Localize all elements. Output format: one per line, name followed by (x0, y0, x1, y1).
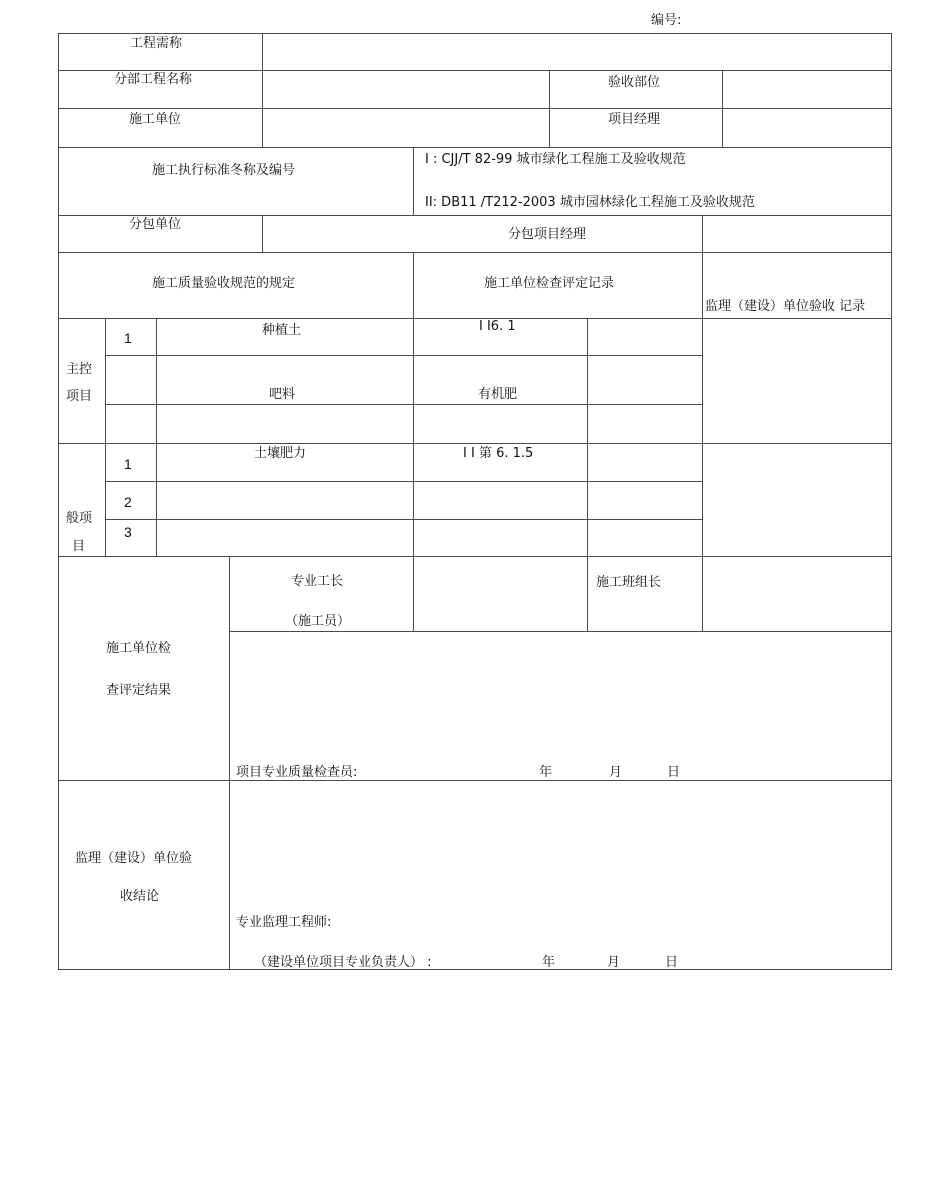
date-month-label: 月 (609, 765, 623, 780)
date-month-label: 月 (607, 955, 621, 970)
owner-representative-label: （建设单位项目专业负责人） : (254, 955, 432, 970)
general-item-number: 3 (124, 524, 132, 540)
spec-header: 施工质量验收规范的规定 (152, 276, 296, 291)
project-name-label: 工程需称 (130, 36, 183, 51)
date-day-label: 日 (667, 765, 681, 780)
subcontractor-label: 分包单位 (129, 217, 182, 232)
standard-2-text: II: DB11 /T212-2003 城市园林绿化工程施工及验收规范 (425, 195, 755, 210)
main-item-reference: 有机肥 (478, 387, 518, 402)
general-item-number: 1 (124, 456, 132, 472)
supervision-engineer-label: 专业监理工程师: (236, 915, 332, 930)
sub-project-manager-label: 分包项目经理 (508, 227, 587, 242)
project-manager-label: 项目经理 (608, 112, 661, 127)
general-item-reference: I I 第 6. 1.5 (463, 446, 534, 461)
main-item-name: 吧料 (269, 387, 296, 402)
supervision-conclusion-label: 监理（建设）单位验 (75, 851, 193, 866)
supervision-record-header: 监理（建设）单位验收 记录 (705, 299, 866, 314)
acceptance-part-label: 验收部位 (608, 75, 661, 90)
sub-project-name-label: 分部工程名称 (114, 72, 193, 87)
general-item-name: 土壤肥力 (254, 446, 307, 461)
check-record-header: 施工单位检查评定记录 (484, 276, 615, 291)
foreman-sub-label: （施工员） (285, 614, 351, 629)
date-year-label: 年 (539, 765, 553, 780)
main-items-group-label: 主控 (66, 362, 93, 377)
main-item-name: 种植土 (262, 323, 302, 338)
team-leader-label: 施工班组长 (596, 575, 662, 590)
standard-1-text: I : CJJ/T 82-99 城市绿化工程施工及验收规范 (425, 152, 686, 167)
result-label: 施工单位检 (106, 641, 172, 656)
general-items-group-label: 般项 (66, 511, 93, 526)
construction-unit-label: 施工单位 (129, 112, 182, 127)
standard-label: 施工执行标准冬称及编号 (152, 163, 296, 178)
general-items-group-label: 目 (72, 539, 86, 554)
date-year-label: 年 (542, 955, 556, 970)
main-item-number: 1 (124, 330, 132, 346)
form-number-label: 编号: (651, 13, 682, 28)
quality-inspector-label: 项目专业质量检查员: (236, 765, 358, 780)
main-item-reference: I I6. 1 (479, 319, 516, 334)
date-day-label: 日 (665, 955, 679, 970)
general-item-number: 2 (124, 494, 132, 510)
main-items-group-label: 项目 (66, 389, 93, 404)
supervision-conclusion-label: 收结论 (120, 889, 160, 904)
result-label: 查评定结果 (106, 683, 172, 698)
foreman-label: 专业工长 (291, 574, 344, 589)
